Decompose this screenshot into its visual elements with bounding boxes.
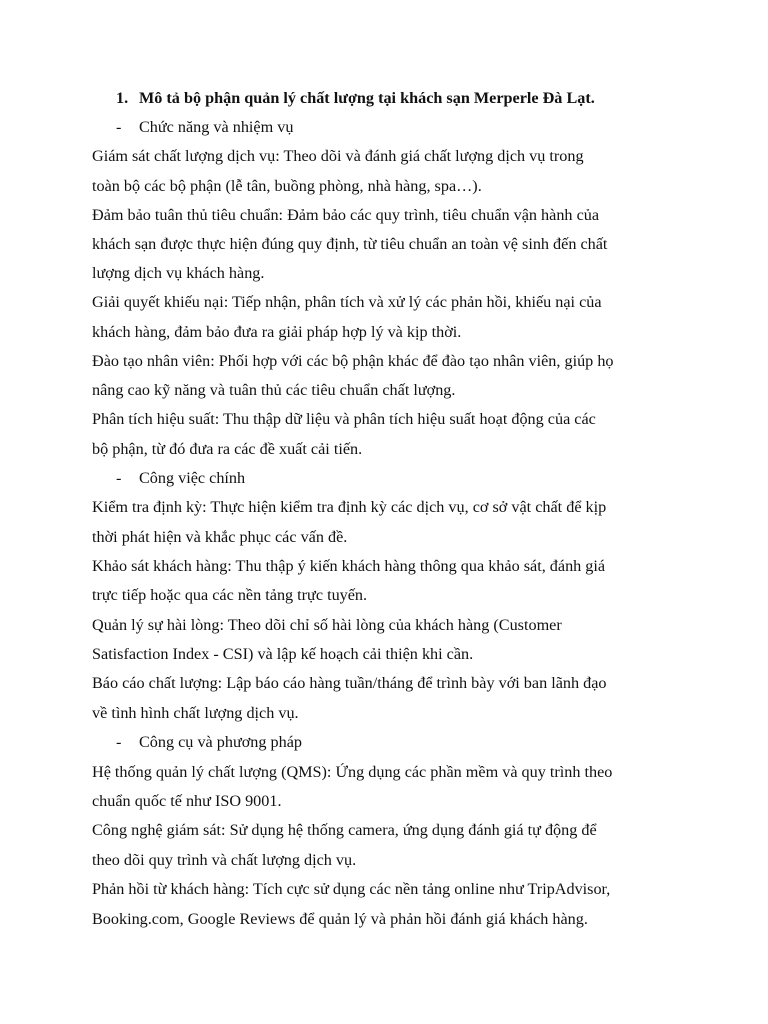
paragraph-line: theo dõi quy trình và chất lượng dịch vụ. bbox=[92, 851, 357, 869]
paragraph-line: Giám sát chất lượng dịch vụ: Theo dõi và đánh giá chất lượng dịch vụ trong bbox=[92, 147, 584, 165]
bullet-title: Công cụ và phương pháp bbox=[139, 733, 302, 751]
bullet-dash: - bbox=[116, 469, 122, 487]
bullet-cong-viec bbox=[116, 468, 716, 488]
bullet-cong-cu bbox=[116, 732, 716, 752]
paragraph-line: bộ phận, từ đó đưa ra các đề xuất cải tiến. bbox=[92, 440, 363, 458]
paragraph-line: khách sạn được thực hiện đúng quy định, từ tiêu chuẩn an toàn vệ sinh đến chất bbox=[92, 235, 608, 253]
paragraph-line: Đào tạo nhân viên: Phối hợp với các bộ phận khác để đào tạo nhân viên, giúp họ bbox=[92, 352, 614, 370]
paragraph-line: Quản lý sự hài lòng: Theo dõi chỉ số hài lòng của khách hàng (Customer bbox=[92, 616, 562, 634]
paragraph-line: Satisfaction Index - CSI) và lập kế hoạch cải thiện khi cần. bbox=[92, 645, 474, 663]
paragraph-line: Phản hồi từ khách hàng: Tích cực sử dụng các nền tảng online như TripAdvisor, bbox=[92, 880, 611, 898]
paragraph-line: Báo cáo chất lượng: Lập báo cáo hàng tuần/tháng để trình bày với ban lãnh đạo bbox=[92, 674, 607, 692]
paragraph-line: về tình hình chất lượng dịch vụ. bbox=[92, 704, 299, 722]
paragraph-line: toàn bộ các bộ phận (lễ tân, buồng phòng, nhà hàng, spa…). bbox=[92, 177, 482, 195]
paragraph-line: Booking.com, Google Reviews để quản lý và phản hồi đánh giá khách hàng. bbox=[92, 910, 588, 928]
heading-text: Mô tả bộ phận quản lý chất lượng tại khách sạn Merperle Đà Lạt. bbox=[139, 89, 595, 107]
paragraph-line: Hệ thống quản lý chất lượng (QMS): Ứng dụng các phần mềm và quy trình theo bbox=[92, 763, 613, 781]
paragraph-line: trực tiếp hoặc qua các nền tảng trực tuyến. bbox=[92, 586, 368, 604]
paragraph-line: Công nghệ giám sát: Sử dụng hệ thống camera, ứng dụng đánh giá tự động để bbox=[92, 821, 597, 839]
bullet-chuc-nang bbox=[116, 117, 716, 137]
paragraph-line: chuẩn quốc tế như ISO 9001. bbox=[92, 792, 282, 810]
paragraph-line: Giải quyết khiếu nại: Tiếp nhận, phân tích và xử lý các phản hồi, khiếu nại của bbox=[92, 293, 602, 311]
paragraph-line: khách hàng, đảm bảo đưa ra giải pháp hợp lý và kịp thời. bbox=[92, 323, 462, 341]
bullet-dash: - bbox=[116, 118, 122, 136]
paragraph-line: Phân tích hiệu suất: Thu thập dữ liệu và phân tích hiệu suất hoạt động của các bbox=[92, 410, 596, 428]
heading-number: 1. bbox=[116, 89, 129, 107]
bullet-title: Chức năng và nhiệm vụ bbox=[139, 118, 294, 136]
section-heading bbox=[116, 88, 716, 108]
paragraph-line: Kiểm tra định kỳ: Thực hiện kiểm tra định kỳ các dịch vụ, cơ sở vật chất để kịp bbox=[92, 498, 607, 516]
bullet-dash: - bbox=[116, 733, 122, 751]
paragraph-line: Khảo sát khách hàng: Thu thập ý kiến khách hàng thông qua khảo sát, đánh giá bbox=[92, 557, 606, 575]
bullet-title: Công việc chính bbox=[139, 469, 246, 487]
paragraph-line: nâng cao kỹ năng và tuân thủ các tiêu chuẩn chất lượng. bbox=[92, 381, 456, 399]
paragraph-line: Đảm bảo tuân thủ tiêu chuẩn: Đảm bảo các quy trình, tiêu chuẩn vận hành của bbox=[92, 206, 600, 224]
paragraph-line: thời phát hiện và khắc phục các vấn đề. bbox=[92, 528, 348, 546]
paragraph-line: lượng dịch vụ khách hàng. bbox=[92, 264, 265, 282]
